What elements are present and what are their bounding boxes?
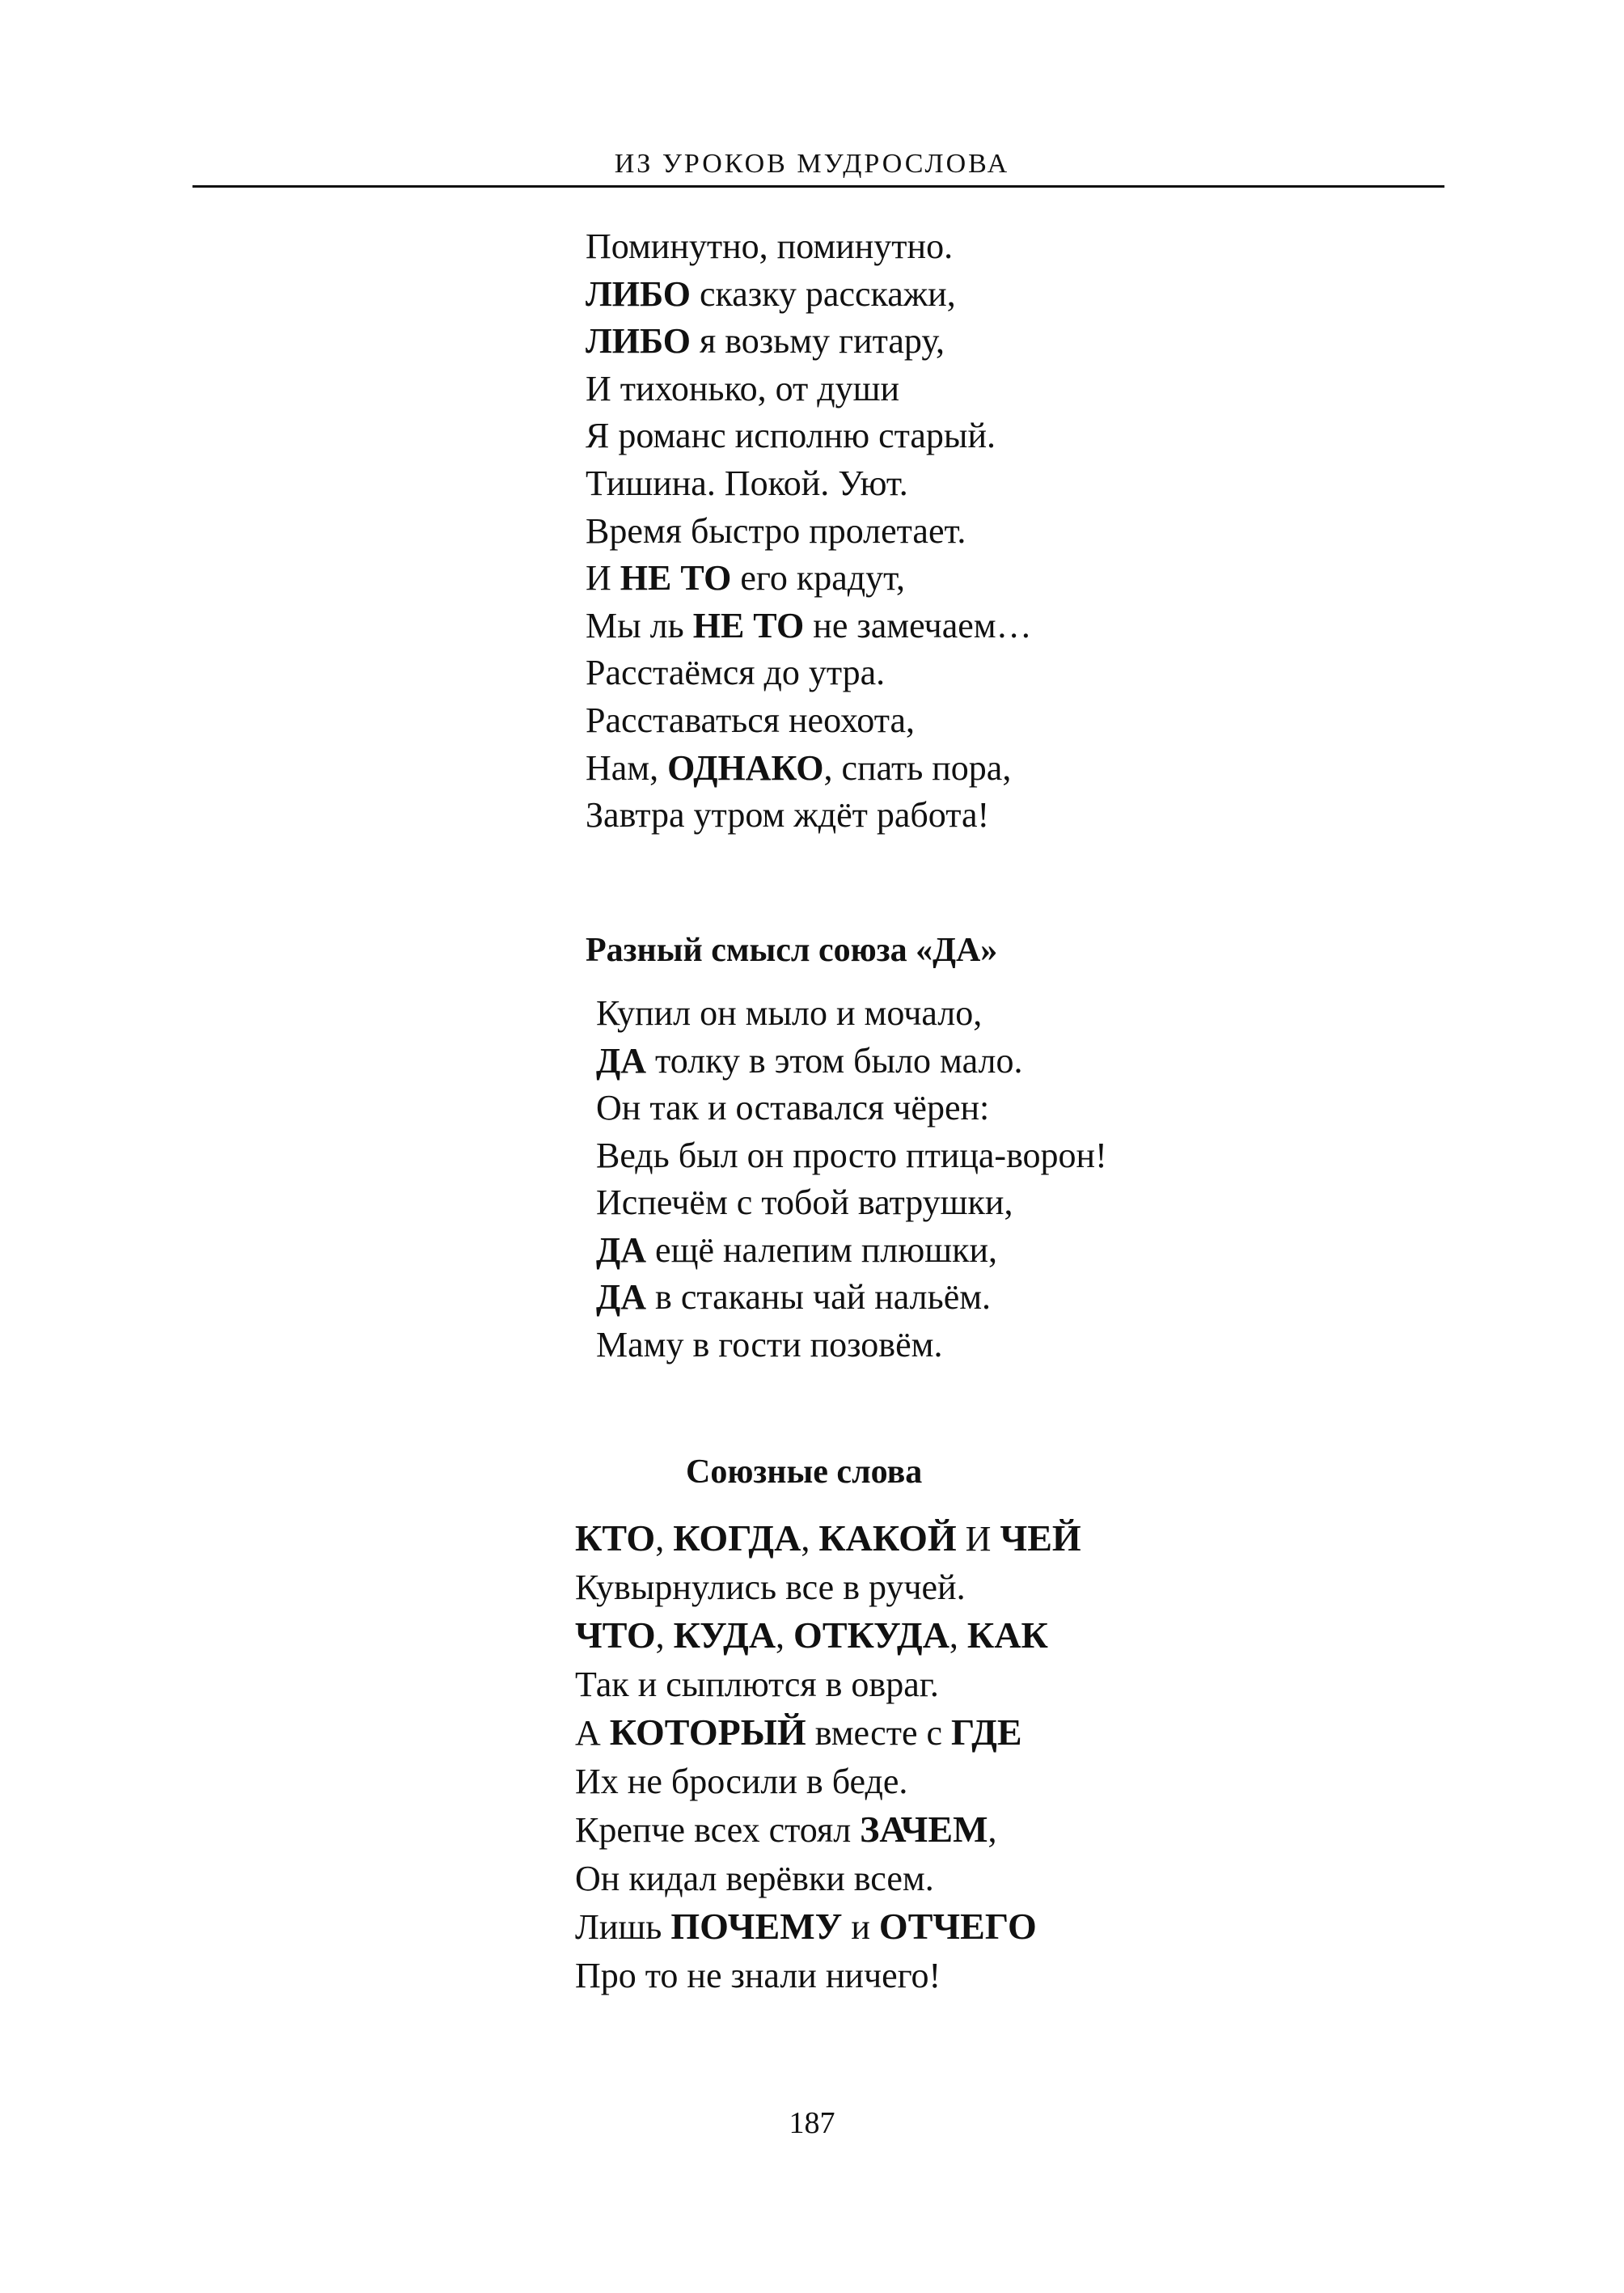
- line-text: Мы ль: [586, 605, 693, 645]
- highlighted-word: ДА: [596, 1229, 647, 1270]
- line-text: вместе с: [806, 1713, 951, 1753]
- poem-line: [596, 990, 1107, 1038]
- poem-line: [586, 223, 1032, 271]
- line-text: Кувырнулись все в ручей.: [575, 1567, 966, 1607]
- poem-line: [596, 1085, 1107, 1132]
- poem-libo: [586, 223, 1032, 840]
- poem-line: [575, 1805, 1081, 1855]
- line-text: Тишина. Покой. Уют.: [586, 463, 908, 503]
- poem-line: [586, 603, 1032, 650]
- poem-line: [575, 1902, 1081, 1952]
- poem-line: [586, 745, 1032, 793]
- line-text: Он кидал верёвки всем.: [575, 1858, 934, 1898]
- running-header: ИЗ УРОКОВ МУДРОСЛОВА: [614, 149, 1010, 179]
- poem-da: [596, 990, 1107, 1369]
- line-text: и: [842, 1907, 879, 1947]
- line-text: Расставаться неохота,: [586, 700, 916, 740]
- line-text: Крепче всех стоял: [575, 1810, 861, 1850]
- highlighted-word: КОГДА: [673, 1517, 801, 1559]
- highlighted-word: ЧТО: [575, 1614, 656, 1656]
- highlighted-word: КУДА: [673, 1614, 776, 1656]
- section-heading-soyuznye-slova: Союзные слова: [686, 1453, 923, 1491]
- line-text: Их не бросили в беде.: [575, 1761, 908, 1801]
- poem-line: [575, 1952, 1081, 2000]
- line-text: А: [575, 1713, 610, 1753]
- poem-line: [586, 508, 1032, 556]
- poem-line: [586, 792, 1032, 840]
- poem-line: [596, 1322, 1107, 1369]
- highlighted-word: КТО: [575, 1517, 656, 1559]
- poem-line: [586, 555, 1032, 603]
- line-text: , спать пора,: [823, 747, 1012, 788]
- line-text: Поминутно, поминутно.: [586, 226, 954, 266]
- section-heading-da: Разный смысл союза «ДА»: [586, 932, 998, 969]
- poem-line: [586, 460, 1032, 508]
- line-text: ,: [988, 1810, 997, 1850]
- poem-line: [586, 366, 1032, 413]
- line-text: ещё налепим плюшки,: [646, 1229, 998, 1270]
- line-text: Расстаёмся до утра.: [586, 653, 886, 693]
- highlighted-word: ОДНАКО: [667, 747, 824, 788]
- line-text: Ведь был он просто птица-ворон!: [596, 1135, 1107, 1175]
- line-text: ,: [949, 1616, 967, 1656]
- highlighted-word: КАКОЙ: [818, 1517, 957, 1559]
- poem-line: [596, 1227, 1107, 1275]
- poem-line: [575, 1708, 1081, 1758]
- line-text: Я романс исполню старый.: [586, 416, 996, 456]
- poem-line: [596, 1179, 1107, 1227]
- line-text: ,: [655, 1519, 674, 1559]
- highlighted-word: ОТКУДА: [793, 1614, 949, 1656]
- line-text: Испечём с тобой ватрушки,: [596, 1182, 1013, 1222]
- poem-soyuznye-slova: [575, 1514, 1081, 1999]
- line-text: Нам,: [586, 747, 668, 788]
- line-text: ,: [776, 1616, 794, 1656]
- line-text: ,: [655, 1616, 674, 1656]
- header-rule: [192, 185, 1444, 188]
- line-text: не замечаем…: [804, 605, 1032, 645]
- poem-line: [575, 1514, 1081, 1563]
- highlighted-word: ЗАЧЕМ: [860, 1809, 988, 1850]
- poem-line: [575, 1661, 1081, 1709]
- highlighted-word: КОТОРЫЙ: [609, 1711, 806, 1753]
- highlighted-word: ЧЕЙ: [1000, 1517, 1081, 1559]
- highlighted-word: ДА: [596, 1040, 647, 1081]
- poem-line: [596, 1132, 1107, 1180]
- highlighted-word: ОТЧЕГО: [878, 1906, 1037, 1947]
- poem-line: [586, 412, 1032, 460]
- line-text: в стаканы чай нальём.: [646, 1277, 992, 1317]
- highlighted-word: ЛИБО: [586, 273, 691, 314]
- poem-line: [586, 697, 1032, 745]
- page-number: 187: [789, 2106, 835, 2140]
- highlighted-word: КАК: [966, 1614, 1048, 1656]
- line-text: Время быстро пролетает.: [586, 510, 966, 551]
- line-text: сказку расскажи,: [691, 273, 956, 314]
- line-text: ,: [801, 1519, 819, 1559]
- line-text: Так и сыплются в овраг.: [575, 1664, 939, 1704]
- highlighted-word: ЛИБО: [586, 321, 691, 362]
- highlighted-word: НЕ ТО: [620, 558, 732, 599]
- line-text: Он так и оставался чёрен:: [596, 1088, 990, 1127]
- poem-line: [575, 1855, 1081, 1903]
- poem-line: [575, 1758, 1081, 1806]
- line-text: И: [586, 558, 620, 599]
- highlighted-word: ГДЕ: [951, 1711, 1022, 1753]
- poem-line: [596, 1038, 1107, 1085]
- line-text: его крадут,: [731, 558, 906, 599]
- line-text: Про то не знали ничего!: [575, 1955, 941, 1995]
- highlighted-word: НЕ ТО: [692, 605, 805, 645]
- line-text: И тихонько, от души: [586, 368, 900, 408]
- poem-line: [596, 1274, 1107, 1322]
- poem-line: [575, 1611, 1081, 1661]
- line-text: Лишь: [575, 1907, 671, 1947]
- line-text: я возьму гитару,: [691, 321, 945, 362]
- poem-line: [575, 1563, 1081, 1612]
- highlighted-word: ПОЧЕМУ: [670, 1906, 843, 1947]
- line-text: толку в этом было мало.: [646, 1040, 1023, 1081]
- line-text: Маму в гости позовём.: [596, 1324, 943, 1364]
- highlighted-word: ДА: [596, 1277, 647, 1317]
- poem-line: [586, 649, 1032, 697]
- line-text: И: [956, 1519, 1000, 1559]
- poem-line: [586, 271, 1032, 319]
- line-text: Купил он мыло и мочало,: [596, 993, 983, 1033]
- line-text: Завтра утром ждёт работа!: [586, 795, 990, 836]
- poem-line: [586, 318, 1032, 366]
